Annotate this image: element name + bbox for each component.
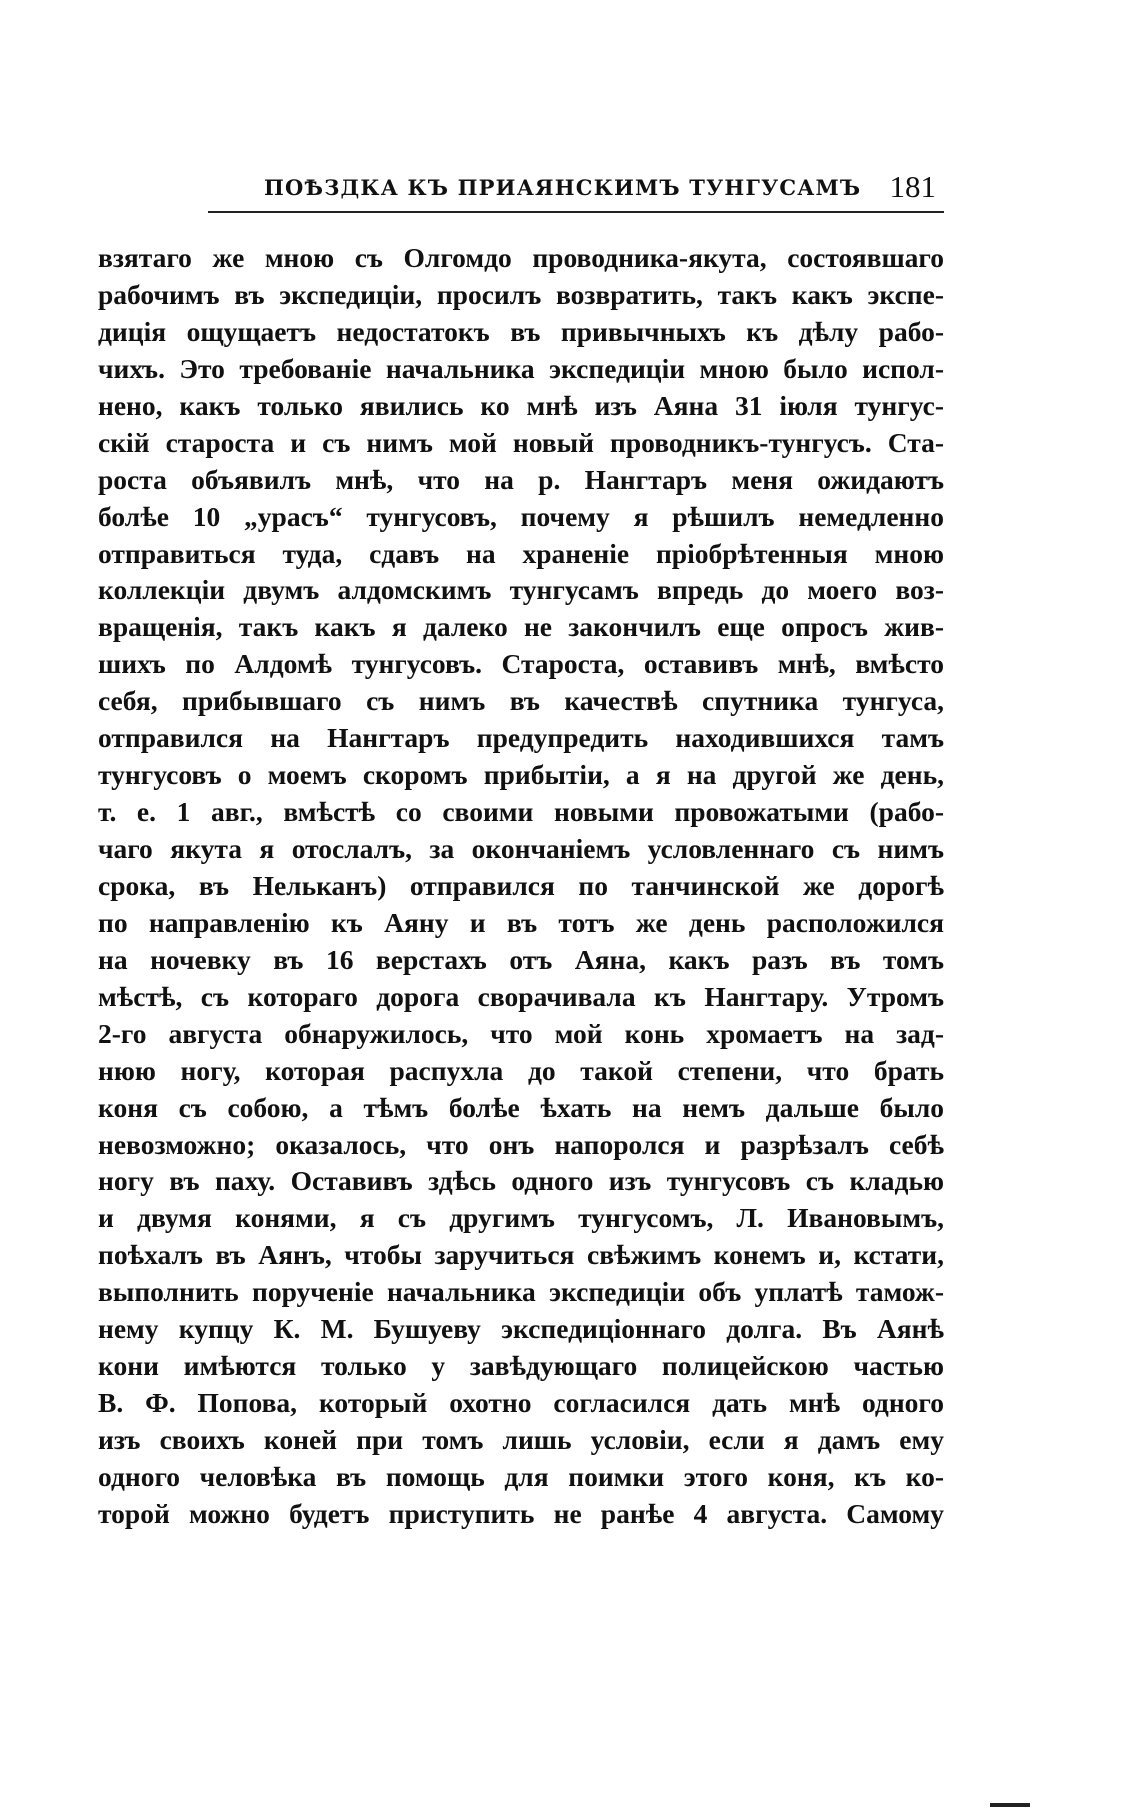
text-line: одного человѣка въ помощь для поимки этого коня, къ ко- — [98, 1460, 944, 1492]
text-line: диція ощущаетъ недостатокъ въ привычныхъ къ дѣлу рабо- — [98, 315, 944, 347]
text-line: изъ своихъ коней при томъ лишь условіи, если я дамъ ему — [98, 1424, 944, 1455]
body-text — [98, 240, 944, 1533]
text-line: болѣе 10 „урасъ“ тунгусовъ, почему я рѣшилъ немедленно — [98, 500, 944, 532]
text-line: выполнить порученіе начальника экспедиціи объ уплатѣ тамож- — [98, 1276, 944, 1308]
text-line: по направленію къ Аяну и въ тотъ же день расположился — [98, 906, 944, 938]
text-line: торой можно будетъ приступить не ранѣе 4 августа. Самому — [98, 1497, 944, 1529]
text-line: чихъ. Это требованіе начальника экспедиціи мною было испол- — [98, 352, 944, 384]
text-line: кони имѣются только у завѣдующаго полицейскою частью — [98, 1350, 944, 1382]
text-line: себя, прибывшаго съ нимъ въ качествѣ спутника тунгуса, — [98, 685, 944, 717]
text-line: рабочимъ въ экспедиціи, просилъ возвратить, такъ какъ экспе- — [98, 278, 944, 310]
page-edge-mark — [990, 1803, 1030, 1807]
text-line: тунгусовъ о моемъ скоромъ прибытіи, а я на другой же день, — [98, 759, 944, 791]
text-line: мѣстѣ, съ котораго дорога сворачивала къ Нангтару. Утромъ — [98, 980, 944, 1012]
text-line: и двумя конями, я съ другимъ тунгусомъ, Л. Ивановымъ, — [98, 1202, 944, 1234]
text-line: невозможно; оказалось, что онъ напоролся и разрѣзалъ себѣ — [98, 1128, 944, 1160]
text-line: роста объявилъ мнѣ, что на р. Нангтаръ меня ожидаютъ — [98, 463, 944, 495]
text-line: нено, какъ только явились ко мнѣ изъ Аяна 31 іюля тунгус- — [98, 389, 944, 421]
text-line: шихъ по Алдомѣ тунгусовъ. Староста, оставивъ мнѣ, вмѣсто — [98, 648, 944, 680]
text-line: коллекціи двумъ алдомскимъ тунгусамъ впредь до моего воз- — [98, 574, 944, 606]
text-line: коня съ собою, а тѣмъ болѣе ѣхать на немъ дальше было — [98, 1091, 944, 1123]
text-line: взятаго же мною съ Олгомдо проводника-якута, состоявшаго — [98, 242, 944, 273]
text-line: срока, въ Нельканъ) отправился по танчинской же дорогѣ — [98, 869, 944, 901]
text-line: скій староста и съ нимъ мой новый проводникъ-тунгусъ. Ста- — [98, 426, 944, 458]
text-line: нюю ногу, которая распухла до такой степени, что брать — [98, 1054, 944, 1086]
running-header — [208, 167, 944, 213]
running-title: ПОѢЗДКА КЪ ПРИАЯНСКИМЪ ТУНГУСАМЪ — [264, 175, 862, 200]
text-line: 2-го августа обнаружилось, что мой конь хромаетъ на зад- — [98, 1017, 944, 1049]
text-line: чаго якута я отослалъ, за окончаніемъ условленнаго съ нимъ — [98, 833, 944, 864]
text-line: В. Ф. Попова, который охотно согласился дать мнѣ одного — [98, 1387, 944, 1419]
text-line: нему купцу К. М. Бушуеву экспедиціоннаго долга. Въ Аянѣ — [98, 1313, 944, 1345]
page-number: 181 — [889, 169, 936, 204]
text-line: ногу въ паху. Оставивъ здѣсь одного изъ тунгусовъ съ кладью — [98, 1165, 944, 1197]
text-line: на ночевку въ 16 верстахъ отъ Аяна, какъ разъ въ томъ — [98, 943, 944, 975]
text-line: отправиться туда, сдавъ на храненіе пріобрѣтенныя мною — [98, 537, 944, 569]
text-line: вращенія, такъ какъ я далеко не закончилъ еще опросъ жив- — [98, 611, 944, 643]
text-line: поѣхалъ въ Аянъ, чтобы заручиться свѣжимъ конемъ и, кстати, — [98, 1239, 944, 1271]
text-line: т. е. 1 авг., вмѣстѣ со своими новыми провожатыми (рабо- — [98, 796, 944, 828]
text-line: отправился на Нангтаръ предупредить находившихся тамъ — [98, 722, 944, 754]
